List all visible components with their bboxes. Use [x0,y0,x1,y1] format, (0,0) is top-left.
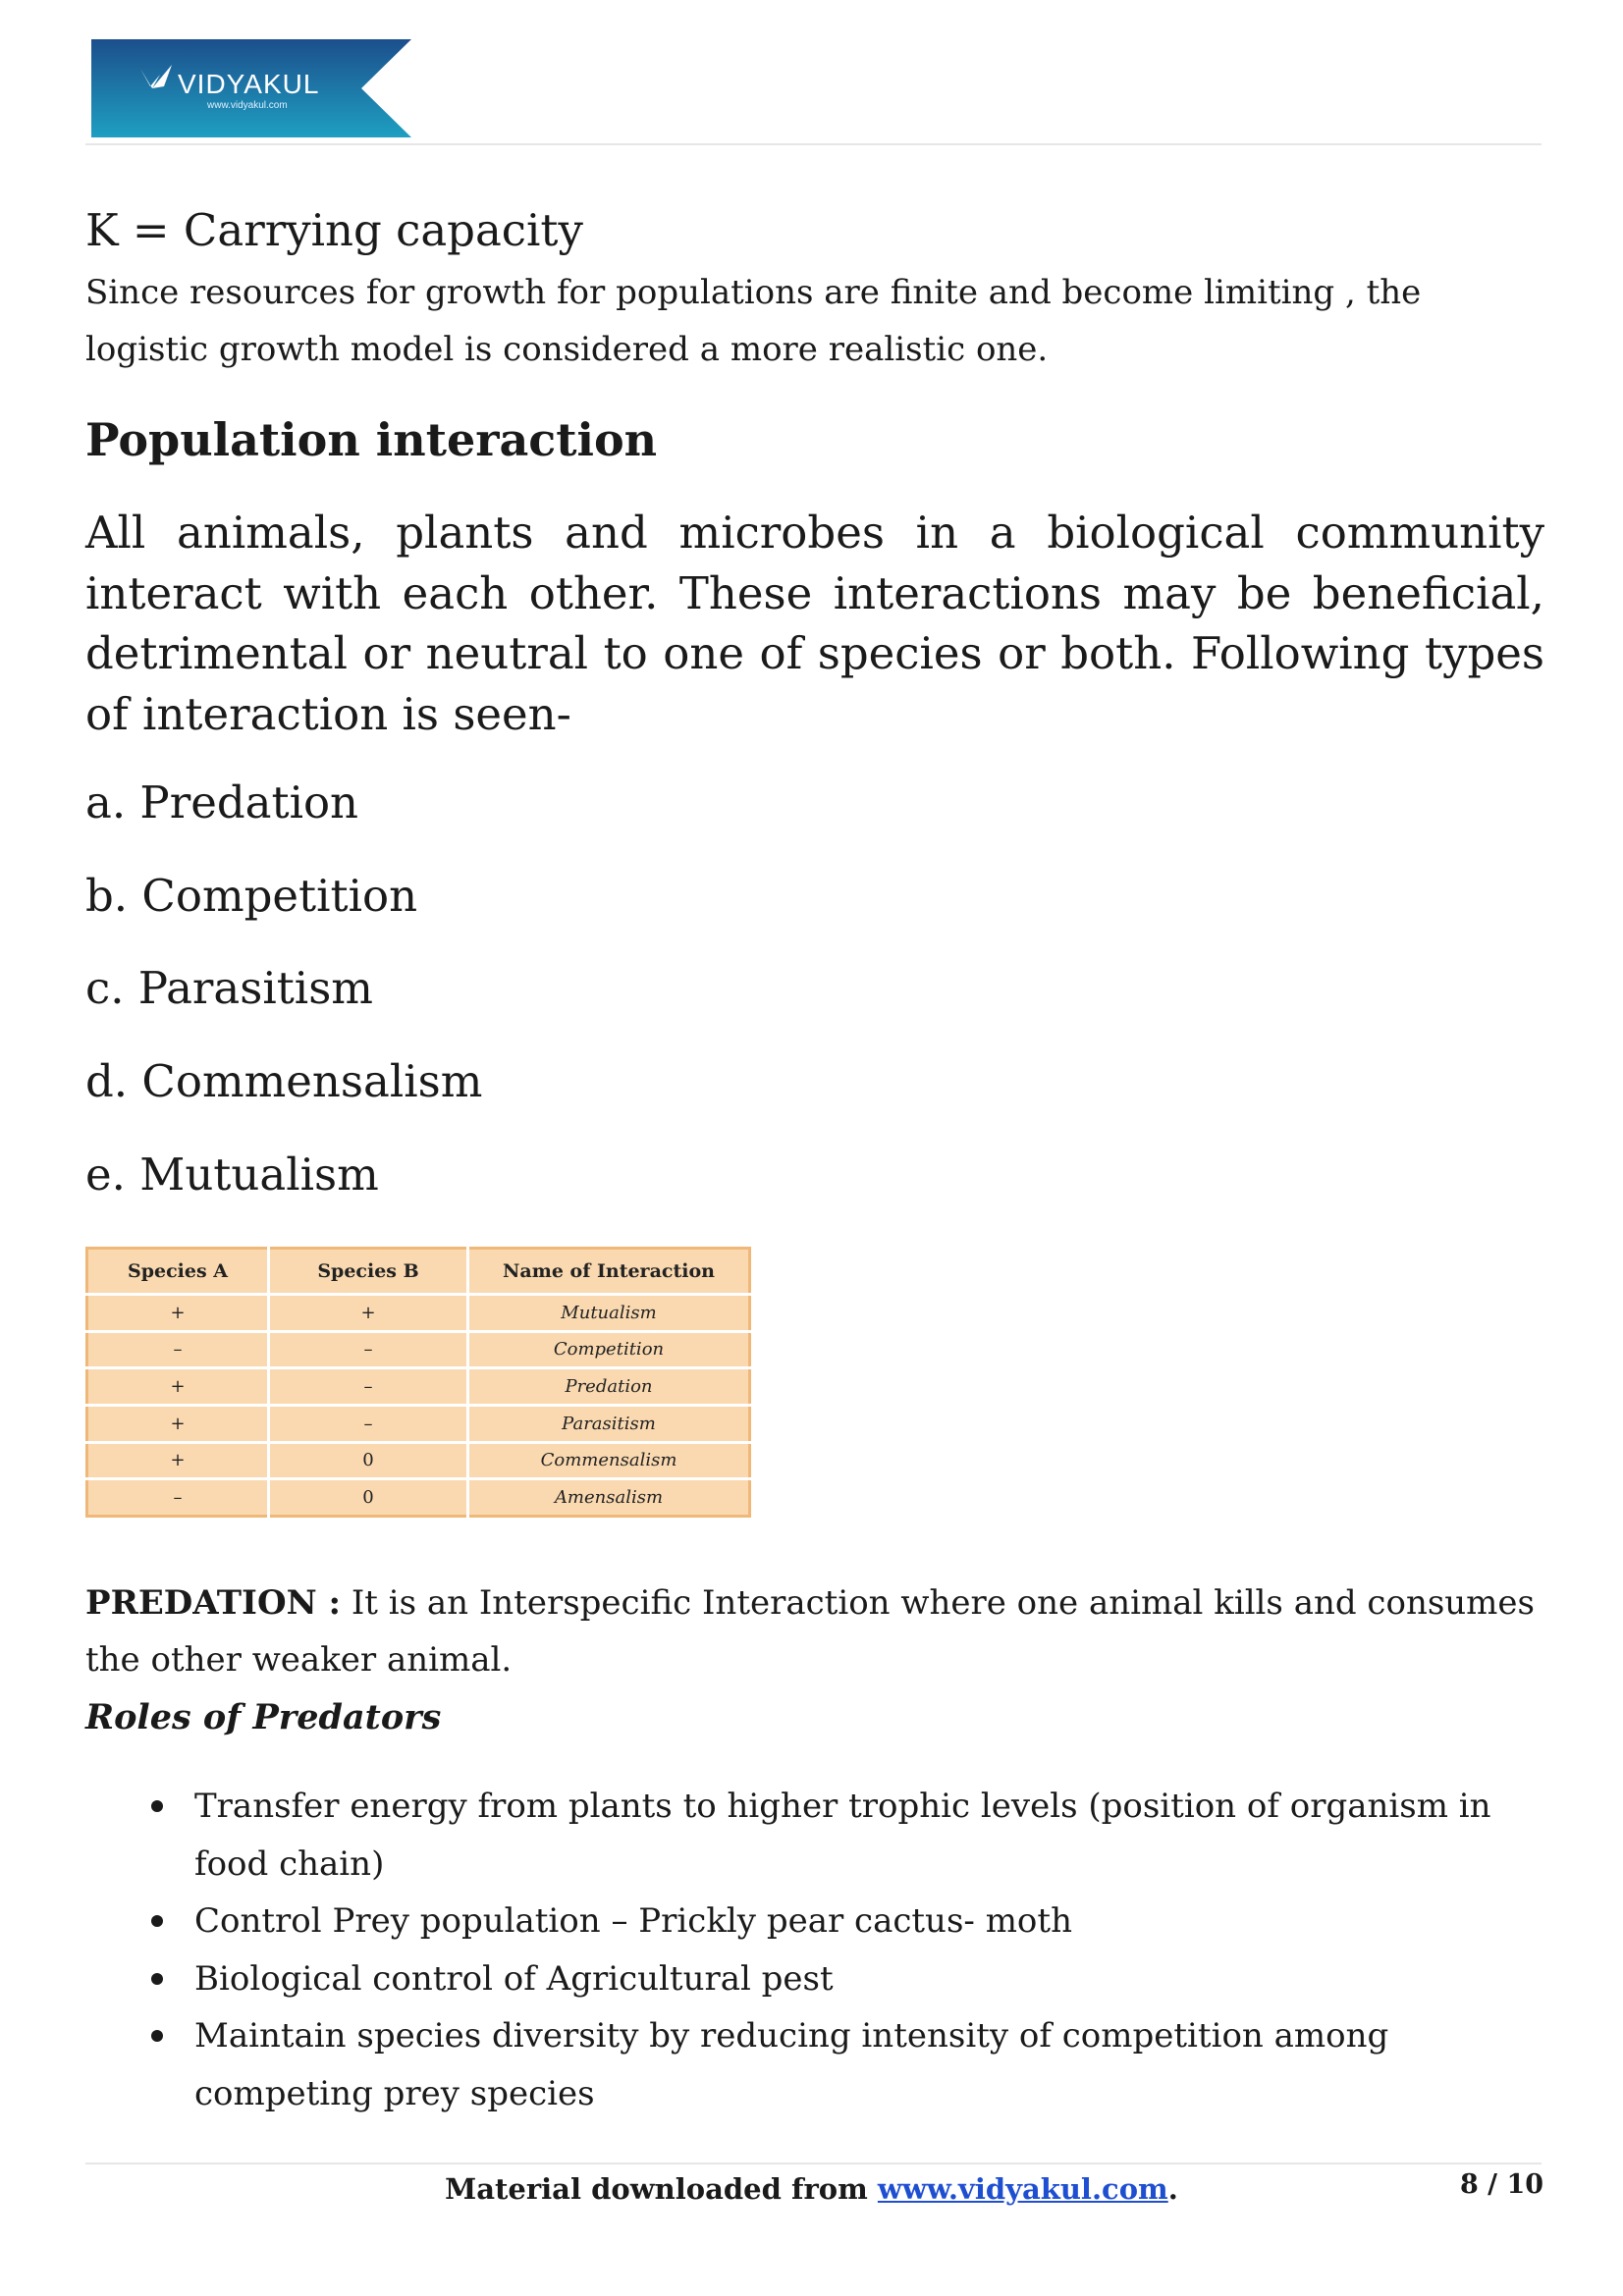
table-row [87,1368,750,1406]
bullet-icon [151,1915,163,1927]
table-row [87,1331,750,1368]
section-heading: Population interaction [85,413,658,466]
carrying-capacity-line: K = Carrying capacity [85,204,583,256]
table-cell: + [87,1295,269,1332]
predation-text: It is an Interspecific Interaction where one animal kills and consumes the other weaker animal. [85,1583,1535,1680]
table-row [87,1295,750,1332]
interaction-type-item: e. Mutualism [85,1148,379,1201]
roles-heading: Roles of Predators [85,1697,442,1737]
table-cell: + [87,1368,269,1406]
table-cell: Commensalism [468,1442,750,1479]
list-item: Control Prey population – Prickly pear cactus- moth [147,1893,1542,1950]
table-row [87,1442,750,1479]
footer-divider [85,2163,1542,2164]
roles-list [147,1778,1542,2122]
table-header-cell: Species B [269,1249,468,1295]
intro-paragraph: All animals, plants and microbes in a biological community interact with each other. These interactions may be beneficial, detrimental or neutral to one of species or both. Following types of interaction is seen- [85,507,1544,740]
logo-text: VIDYAKUL [178,69,320,99]
table-cell: + [269,1295,468,1332]
bullet-icon [151,1800,163,1812]
table-cell: – [269,1368,468,1406]
table-cell: 0 [269,1479,468,1517]
table-cell: + [87,1442,269,1479]
table-cell: Competition [468,1331,750,1368]
predation-paragraph [85,1575,1548,1688]
table-cell: – [173,1487,183,1509]
list-item: Maintain species diversity by reducing intensity of competition among competing prey species [147,2007,1542,2122]
table-cell: Parasitism [468,1405,750,1442]
list-item: Transfer energy from plants to higher trophic levels (position of organism in food chain) [147,1778,1542,1893]
table-cell: 0 [269,1442,468,1479]
logo-url: www.vidyakul.com [207,100,288,111]
interaction-type-item: c. Parasitism [85,962,373,1014]
table-cell: – [269,1405,468,1442]
table-cell: Amensalism [468,1479,750,1517]
vidyakul-logo [91,39,411,137]
interaction-type-item: b. Competition [85,870,418,922]
bullet-icon [151,2030,163,2042]
table-cell: + [87,1405,269,1442]
table-header-cell: Species A [87,1249,269,1295]
footer-text: Material downloaded from www.vidyakul.com. [445,2172,1178,2206]
table-cell: Mutualism [468,1295,750,1332]
page-number: 8 / 10 [1460,2169,1544,2200]
predation-label: PREDATION : [85,1583,342,1623]
table-row [87,1405,750,1442]
logistic-model-paragraph: Since resources for growth for populations are finite and become limiting , the logistic growth model is considered a more realistic one. [85,273,1422,369]
table-header-cell: Name of Interaction [468,1249,750,1295]
list-item: Biological control of Agricultural pest [147,1950,1542,2008]
interaction-type-item: d. Commensalism [85,1055,483,1107]
footer-link[interactable]: www.vidyakul.com [877,2172,1168,2206]
table-cell: Predation [468,1368,750,1406]
interaction-table [85,1247,751,1518]
bullet-icon [151,1973,163,1985]
table-cell: – [269,1331,468,1368]
table-cell: – [87,1331,269,1368]
table-header-row [87,1249,750,1295]
interaction-type-item: a. Predation [85,776,359,828]
table-row [87,1479,750,1517]
header-divider [85,143,1542,145]
